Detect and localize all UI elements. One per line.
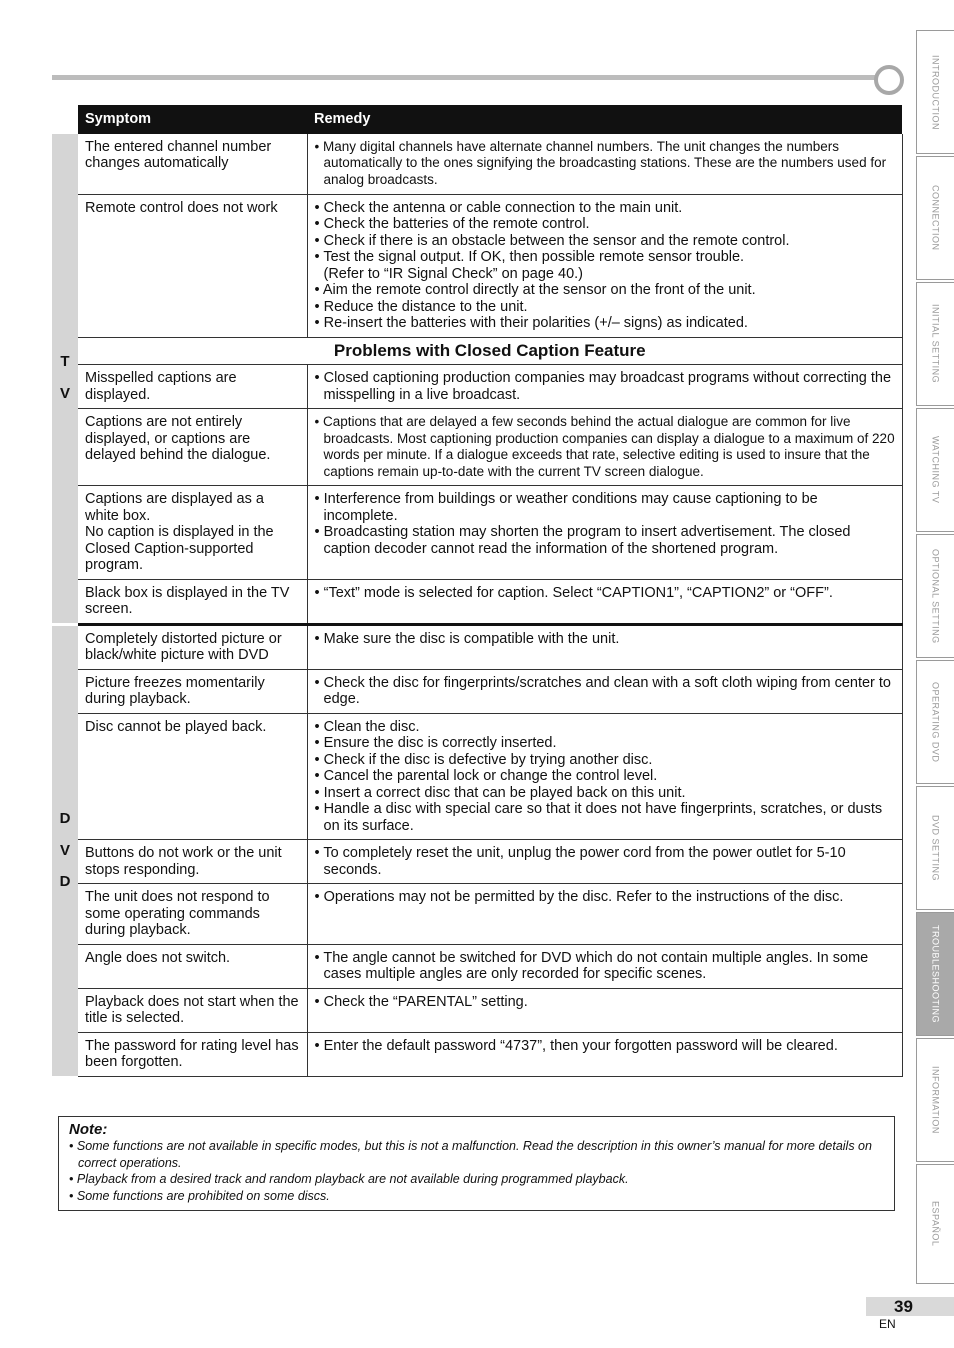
remedy-item-continuation: (Refer to “IR Signal Check” on page 40.) [323, 265, 584, 282]
side-tab-introduction[interactable]: INTRODUCTION [916, 30, 954, 154]
header-blank [52, 105, 78, 134]
remedy-cell [307, 134, 902, 195]
symptom-cell: Buttons do not work or the unit stops responding. [78, 840, 307, 884]
remedy-item: • Check the disc for fingerprints/scratches and clean with a soft cloth wiping from center to edge. [315, 675, 896, 708]
tv-letter: V [59, 384, 70, 402]
symptom-line: No caption is displayed in the Closed Caption-supported program. [85, 524, 274, 573]
table-row [52, 134, 902, 195]
remedy-cell [307, 884, 902, 945]
note-item: • Playback from a desired track and random playback are not available during programmed playback. [69, 1171, 886, 1188]
symptom-cell: The unit does not respond to some operating commands during playback. [78, 884, 307, 945]
table-row [52, 884, 902, 945]
table-row [52, 944, 902, 988]
note-item: • Some functions are not available in specific modes, but this is not a malfunction. Read the description in this owner’s manual for more details on correct operations. [69, 1138, 886, 1171]
table-row [52, 988, 902, 1032]
remedy-cell [307, 579, 902, 624]
remedy-cell [307, 713, 902, 840]
table-row [52, 1032, 902, 1076]
table-row [52, 486, 902, 580]
tv-letter: T [60, 353, 70, 370]
table-header [52, 105, 902, 134]
remedy-item: • Ensure the disc is correctly inserted. [315, 735, 896, 752]
remedy-cell [307, 365, 902, 409]
remedy-item: • Many digital channels have alternate channel numbers. The unit changes the numbers automatically to the ones signifying the broadcasting stations. These are the numbers used for analog broadcasts. [315, 139, 896, 189]
remedy-item: • Check the “PARENTAL” setting. [315, 994, 896, 1011]
remedy-cell [307, 1032, 902, 1076]
symptom-cell: Remote control does not work [78, 194, 307, 337]
dvd-letter: V [59, 841, 70, 859]
dvd-letter: D [59, 810, 71, 827]
header-rule [52, 75, 878, 80]
table-row [52, 194, 902, 337]
header-remedy: Remedy [307, 105, 902, 134]
symptom-cell: Black box is displayed in the TV screen. [78, 579, 307, 624]
remedy-item: • Closed captioning production companies may broadcast programs without correcting the misspelling in a live broadcast. [315, 370, 896, 403]
symptom-cell: Picture freezes momentarily during playback. [78, 669, 307, 713]
remedy-cell [307, 840, 902, 884]
section-title: Problems with Closed Caption Feature [78, 337, 902, 365]
side-tab-optional-setting[interactable]: OPTIONAL SETTING [916, 534, 954, 658]
remedy-item: • Re-insert the batteries with their polarities (+/– signs) as indicated. [315, 315, 896, 332]
symptom-cell: Disc cannot be played back. [78, 713, 307, 840]
remedy-cell [307, 194, 902, 337]
symptom-cell: Captions are not entirely displayed, or captions are delayed behind the dialogue. [78, 409, 307, 486]
remedy-item: • Aim the remote control directly at the sensor on the front of the unit. [315, 282, 896, 299]
note-title: Note: [69, 1121, 108, 1138]
remedy-item: • Check if there is an obstacle between the sensor and the remote control. [315, 233, 896, 250]
table-row [52, 579, 902, 624]
symptom-cell: Angle does not switch. [78, 944, 307, 988]
page-language: EN [879, 1317, 896, 1331]
remedy-cell [307, 944, 902, 988]
remedy-cell [307, 409, 902, 486]
symptom-cell: The entered channel number changes automatically [78, 134, 307, 195]
symptom-cell: Completely distorted picture or black/white picture with DVD [78, 624, 307, 669]
table-row [52, 409, 902, 486]
dvd-letter: D [59, 873, 71, 890]
section-row [52, 337, 902, 365]
table-row [52, 624, 902, 669]
side-tab-troubleshooting[interactable]: TROUBLESHOOTING [916, 912, 954, 1036]
remedy-cell [307, 988, 902, 1032]
tv-category [52, 134, 78, 625]
table-row [52, 840, 902, 884]
remedy-item: • Handle a disc with special care so that it does not have fingerprints, scratches, or dusts on its surface. [315, 801, 896, 834]
header-circle [874, 65, 904, 95]
note-item: • Some functions are prohibited on some discs. [69, 1188, 886, 1205]
header-symptom: Symptom [78, 105, 307, 134]
symptom-cell: Misspelled captions are displayed. [78, 365, 307, 409]
side-tab-operating-dvd[interactable]: OPERATING DVD [916, 660, 954, 784]
remedy-item: • Check the antenna or cable connection to the main unit. [315, 200, 896, 217]
side-tab-espanol[interactable]: ESPAÑOL [916, 1164, 954, 1284]
remedy-item: • Insert a correct disc that can be played back on this unit. [315, 785, 896, 802]
remedy-item: • Test the signal output. If OK, then possible remote sensor trouble. [315, 249, 896, 266]
table-row [52, 669, 902, 713]
remedy-item: • Check the batteries of the remote control. [315, 216, 896, 233]
side-tab-watching-tv[interactable]: WATCHING TV [916, 408, 954, 532]
side-tab-dvd-setting[interactable]: DVD SETTING [916, 786, 954, 910]
remedy-item: • Clean the disc. [315, 719, 896, 736]
side-tab-information[interactable]: INFORMATION [916, 1038, 954, 1162]
note-box [58, 1116, 895, 1211]
table-row [52, 713, 902, 840]
side-tab-initial-setting[interactable]: INITIAL SETTING [916, 282, 954, 406]
remedy-cell [307, 486, 902, 580]
symptom-cell [78, 486, 307, 580]
side-tab-connection[interactable]: CONNECTION [916, 156, 954, 280]
remedy-item: • Make sure the disc is compatible with the unit. [315, 631, 896, 648]
remedy-item: • Reduce the distance to the unit. [315, 299, 896, 316]
remedy-item: • Captions that are delayed a few seconds behind the actual dialogue are common for live broadcasts. Most captioning production companies can display a dialogue to a maximum of 220 words per minute. If a dialogue exceeds that rate, selective editing is used to insure that the captions remain up-to-date with the current TV screen dialogue. [315, 414, 896, 480]
remedy-item: • Enter the default password “4737”, then your forgotten password will be cleared. [315, 1038, 896, 1055]
remedy-cell [307, 669, 902, 713]
remedy-item: • The angle cannot be switched for DVD which do not contain multiple angles. In some cases multiple angles are only recorded for specific scenes. [315, 950, 896, 983]
symptom-line: Captions are displayed as a white box. [85, 491, 264, 524]
remedy-item: • “Text” mode is selected for caption. Select “CAPTION1”, “CAPTION2” or “OFF”. [315, 585, 896, 602]
remedy-item: • Cancel the parental lock or change the control level. [315, 768, 896, 785]
remedy-item: • To completely reset the unit, unplug the power cord from the power outlet for 5-10 seconds. [315, 845, 896, 878]
remedy-item: • Operations may not be permitted by the disc. Refer to the instructions of the disc. [315, 889, 896, 906]
remedy-cell [307, 624, 902, 669]
symptom-cell: Playback does not start when the title is selected. [78, 988, 307, 1032]
remedy-item: • Check if the disc is defective by trying another disc. [315, 752, 896, 769]
remedy-item: • Interference from buildings or weather conditions may cause captioning to be incomplete. [315, 491, 896, 524]
remedy-item: • Broadcasting station may shorten the program to insert advertisement. The closed caption decoder cannot read the information of the shortened program. [315, 524, 896, 557]
page-number: 39 [866, 1297, 954, 1316]
dvd-category [52, 624, 78, 1076]
troubleshooting-table [52, 105, 902, 1077]
symptom-cell: The password for rating level has been forgotten. [78, 1032, 307, 1076]
table-row [52, 365, 902, 409]
